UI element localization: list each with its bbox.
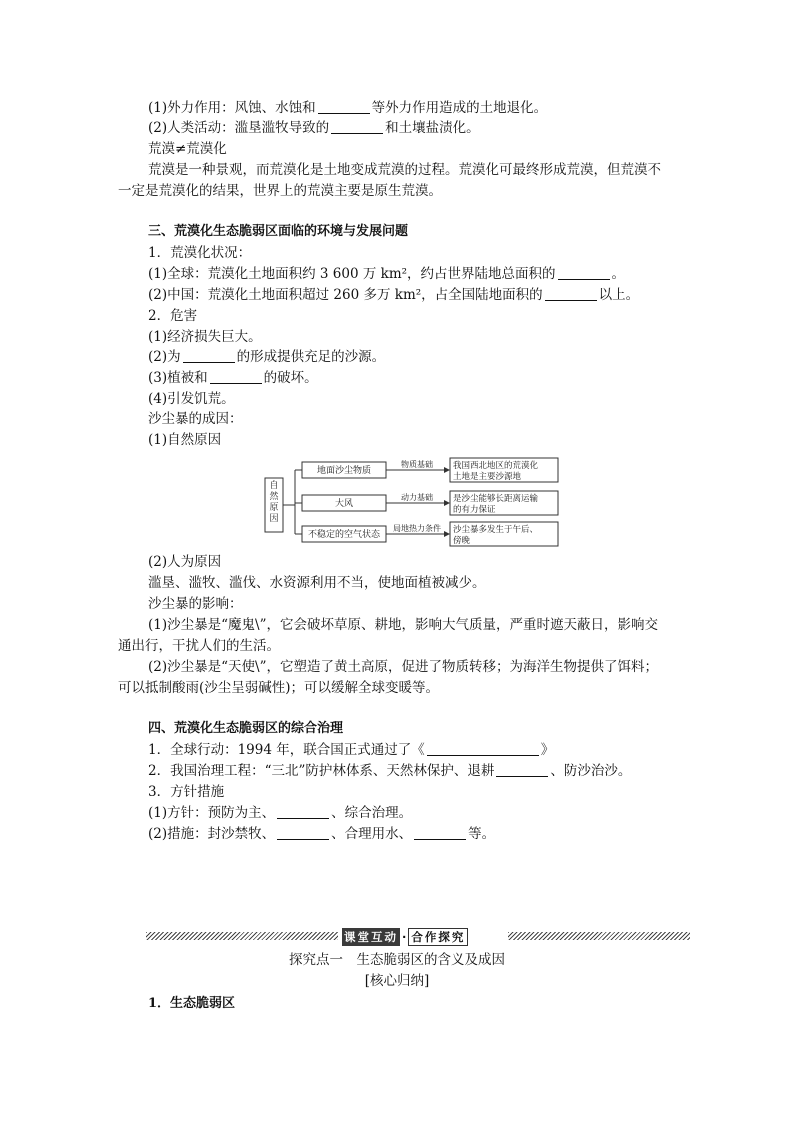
banner-left-label: 课堂互动 — [344, 930, 398, 944]
line-global: (1)全球：荒漠化土地面积约 3 600 万 km²，约占世界陆地总面积的 。 — [148, 266, 626, 282]
note-paragraph-line1: 荒漠是一种景观，而荒漠化是土地变成荒漠的过程。荒漠化可最终形成荒漠，但荒漠不 — [148, 162, 661, 178]
cause-title: 沙尘暴的成因： — [148, 411, 243, 427]
line-china: (2)中国：荒漠化土地面积超过 260 多万 km²，占全国陆地面积的 以上。 — [148, 287, 640, 303]
diagram-arrow-head — [444, 467, 450, 473]
china-projects: 2．我国治理工程：“三北”防护林体系、天然林保护、退耕 、防沙治沙。 — [148, 763, 632, 779]
policy-title: 3．方针措施 — [148, 784, 225, 800]
fill-blank[interactable] — [545, 286, 597, 301]
fill-blank[interactable] — [558, 265, 610, 280]
fill-blank[interactable] — [496, 762, 548, 777]
diagram-root-char: 自 — [269, 481, 279, 491]
banner-right-label: 合作探究 — [408, 928, 468, 946]
natural-cause-title: (1)自然原因 — [148, 432, 222, 448]
note-title: 荒漠≠荒漠化 — [148, 141, 227, 157]
impact-1-line2: 通出行，干扰人们的生活。 — [118, 638, 280, 654]
impact-title: 沙尘暴的影响： — [148, 596, 243, 612]
global-action: 1．全球行动：1994 年，联合国正式通过了《 》 — [148, 742, 555, 758]
fill-blank[interactable] — [318, 99, 370, 114]
line-external-forces: (1)外力作用：风蚀、水蚀和 等外力作用造成的土地退化。 — [148, 100, 548, 116]
inquiry-subtitle: [核心归纳] — [364, 973, 430, 989]
diagram-root-label — [269, 479, 279, 524]
hazard-1: (1)经济损失巨大。 — [148, 329, 262, 345]
fill-blank[interactable] — [414, 825, 466, 840]
diagram-factor-label: 大风 — [334, 499, 354, 509]
section4-heading: 四、荒漠化生态脆弱区的综合治理 — [148, 721, 344, 736]
fill-blank[interactable] — [183, 348, 235, 363]
diagram-root-char: 因 — [269, 514, 279, 524]
fill-blank[interactable] — [427, 741, 539, 756]
fill-blank[interactable] — [331, 119, 383, 134]
line-human-activities: (2)人类活动：滥垦滥牧导致的 和土壤盐渍化。 — [148, 120, 480, 136]
impact-2-line2: 可以抵制酸雨(沙尘呈弱碱性)；可以缓解全球变暖等。 — [118, 680, 440, 696]
diagram-result-line2: 傍晚 — [453, 536, 471, 546]
section-banner — [146, 928, 690, 944]
fill-blank[interactable] — [277, 825, 329, 840]
banner-dot: · — [402, 930, 407, 944]
diagram-svg — [262, 456, 562, 550]
diagram-factor-label: 地面沙尘物质 — [316, 466, 372, 476]
human-cause-title: (2)人为原因 — [148, 554, 222, 570]
diagram-result-line1: 我国西北地区的荒漠化 — [453, 461, 539, 471]
fill-blank[interactable] — [210, 369, 262, 384]
diagram-result-line2: 的有力保证 — [453, 505, 496, 515]
inquiry-item-1: 1．生态脆弱区 — [148, 996, 236, 1011]
diagram-root-char: 原 — [269, 503, 279, 513]
sandstorm-cause-diagram — [262, 456, 562, 550]
impact-1-line1: (1)沙尘暴是“魔鬼\”，它会破坏草原、耕地，影响大气质量，严重时遮天蔽日，影响交 — [148, 617, 658, 633]
diagram-link-label: 物质基础 — [401, 460, 433, 469]
note-paragraph-line2: 一定是荒漠化的结果，世界上的荒漠主要是原生荒漠。 — [118, 183, 442, 199]
diagram-root-char: 然 — [269, 492, 279, 502]
diagram-result-line1: 沙尘暴多发生于午后、 — [453, 525, 539, 535]
hazard-title: 2．危害 — [148, 308, 198, 324]
diagram-arrow-head — [444, 531, 450, 537]
diagram-result-line2: 土地是主要沙源地 — [453, 472, 522, 482]
hazard-2: (2)为 的形成提供充足的沙源。 — [148, 349, 386, 365]
policy-measures: (2)措施：封沙禁牧、 、合理用水、 等。 — [148, 826, 496, 842]
diagram-arrow-head — [444, 500, 450, 506]
inquiry-title: 探究点一 生态脆弱区的含义及成因 — [289, 952, 505, 968]
banner-tags — [342, 928, 468, 946]
impact-2-line1: (2)沙尘暴是“天使\”，它塑造了黄土高原，促进了物质转移；为海洋生物提供了饵料； — [148, 659, 658, 675]
human-cause-text: 滥垦、滥牧、滥伐、水资源利用不当，使地面植被减少。 — [148, 575, 486, 591]
banner-hatch-right — [508, 932, 690, 940]
status-title: 1．荒漠化状况： — [148, 245, 252, 261]
diagram-result-line1: 是沙尘能够长距离运输 — [453, 494, 539, 504]
policy-guideline: (1)方针：预防为主、 、综合治理。 — [148, 805, 413, 821]
banner-hatch-left — [146, 932, 338, 940]
diagram-factor-label: 不稳定的空气状态 — [307, 530, 381, 540]
diagram-link-label: 局地热力条件 — [393, 524, 441, 533]
diagram-link-label: 动力基础 — [401, 493, 433, 502]
hazard-3: (3)植被和 的破坏。 — [148, 370, 318, 386]
fill-blank[interactable] — [277, 804, 329, 819]
section3-heading: 三、荒漠化生态脆弱区面临的环境与发展问题 — [148, 224, 409, 239]
hazard-4: (4)引发饥荒。 — [148, 391, 235, 407]
